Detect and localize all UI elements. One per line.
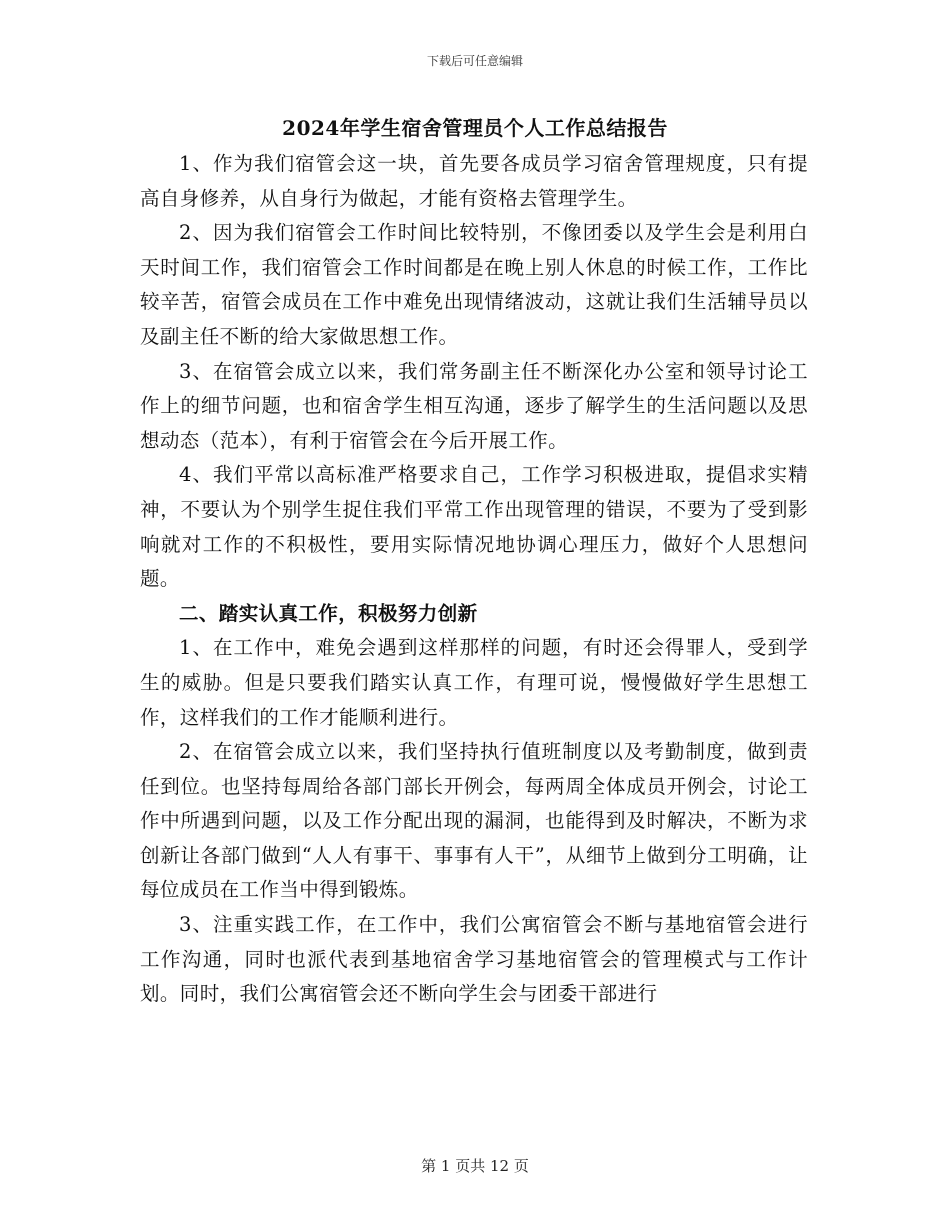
paragraph-6: 2、在宿管会成立以来，我们坚持执行值班制度以及考勤制度，做到责任到位。也坚持每周给各部门部长开例会，每两周全体成员开例会，讨论工作中所遇到问题，以及工作分配出现的漏洞，也能得到及时解决，不断为求创新让各部门做到“人人有事干、事事有人干”，从细节上做到分工明确，让每位成员在工作当中得到锻炼。 (140, 740, 808, 902)
paragraph-3: 3、在宿管会成立以来，我们常务副主任不断深化办公室和领导讨论工作上的细节问题，也和宿舍学生相互沟通，逐步了解学生的生活问题以及思想动态（范本），有利于宿管会在今后开展工作。 (140, 359, 808, 452)
paragraph-7: 3、注重实践工作，在工作中，我们公寓宿管会不断与基地宿管会进行工作沟通，同时也派代表到基地宿舍学习基地宿管会的管理模式与工作计划。同时，我们公寓宿管会还不断向学生会与团委干部进行 (140, 913, 808, 1006)
page-header: 下载后可任意编辑 (426, 54, 523, 68)
paragraph-1: 1、作为我们宿管会这一块，首先要各成员学习宿舍管理规度，只有提高自身修养，从自身行为做起，才能有资格去管理学生。 (140, 152, 808, 210)
page-footer: 第 1 页共 12 页 (421, 1157, 529, 1175)
paragraph-4: 4、我们平常以高标准严格要求自己，工作学习积极进取，提倡求实精神，不要认为个别学生捉住我们平常工作出现管理的错误，不要为了受到影响就对工作的不积极性，要用实际情况地协调心理压力，做好个人思想问题。 (140, 463, 808, 591)
document-title: 2024年学生宿舍管理员个人工作总结报告 (282, 116, 668, 140)
paragraph-2: 2、因为我们宿管会工作时间比较特别，不像团委以及学生会是利用白天时间工作，我们宿管会工作时间都是在晚上别人休息的时候工作，工作比较辛苦，宿管会成员在工作中难免出现情绪波动，这就让我们生活辅导员以及副主任不断的给大家做思想工作。 (140, 221, 808, 348)
section-heading: 二、踏实认真工作，积极努力创新 (179, 601, 478, 625)
paragraph-5: 1、在工作中，难免会遇到这样那样的问题，有时还会得罪人，受到学生的威胁。但是只要我们踏实认真工作，有理可说，慢慢做好学生思想工作，这样我们的工作才能顺利进行。 (140, 636, 808, 729)
document-body (140, 147, 808, 1012)
